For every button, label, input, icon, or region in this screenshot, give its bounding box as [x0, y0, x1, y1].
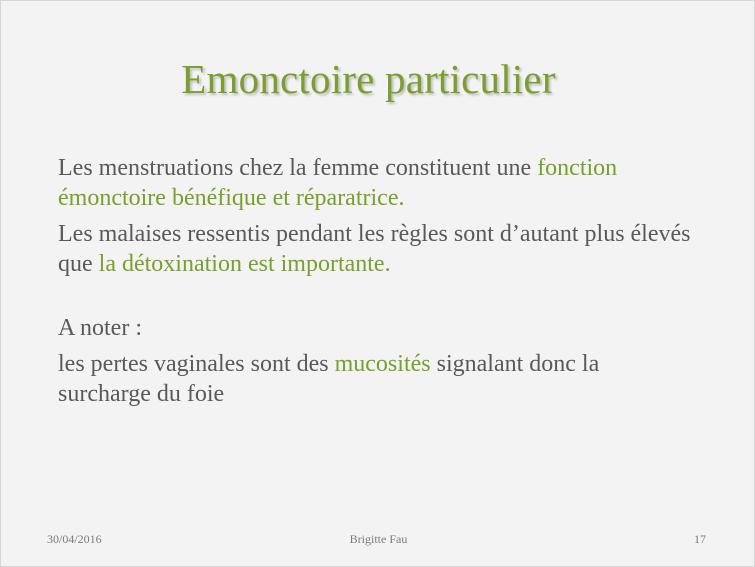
paragraph-text: Les malaises ressentis pendant les règles sont d’autant plus élevés que: [58, 221, 691, 277]
paragraph-a-noter: [58, 313, 698, 343]
highlight-text: fonction émonctoire bénéfique et réparatrice: [58, 155, 618, 211]
slide-body: [58, 153, 698, 415]
footer-author: Brigitte Fau: [349, 532, 408, 546]
paragraph-text: .: [398, 185, 405, 211]
footer-page-number: 17: [694, 532, 706, 546]
highlight-text: la détoxination est importante: [98, 251, 385, 277]
paragraph-text: les pertes vaginales sont des: [58, 351, 335, 377]
spacer: [58, 285, 698, 313]
paragraph-malaises: [58, 219, 698, 279]
paragraph-text: Les menstruations chez la femme constituent une: [58, 155, 538, 181]
slide-title: Emonctoire particulier: [181, 56, 556, 102]
paragraph-text: signalant donc la surcharge du foie: [58, 351, 600, 407]
paragraph-text: A noter :: [58, 315, 142, 341]
footer-date: 30/04/2016: [47, 532, 102, 546]
paragraph-menstruations: [58, 153, 698, 213]
paragraph-text: .: [384, 251, 391, 277]
highlight-text: mucosités: [334, 351, 431, 377]
paragraph-pertes: [58, 349, 698, 409]
